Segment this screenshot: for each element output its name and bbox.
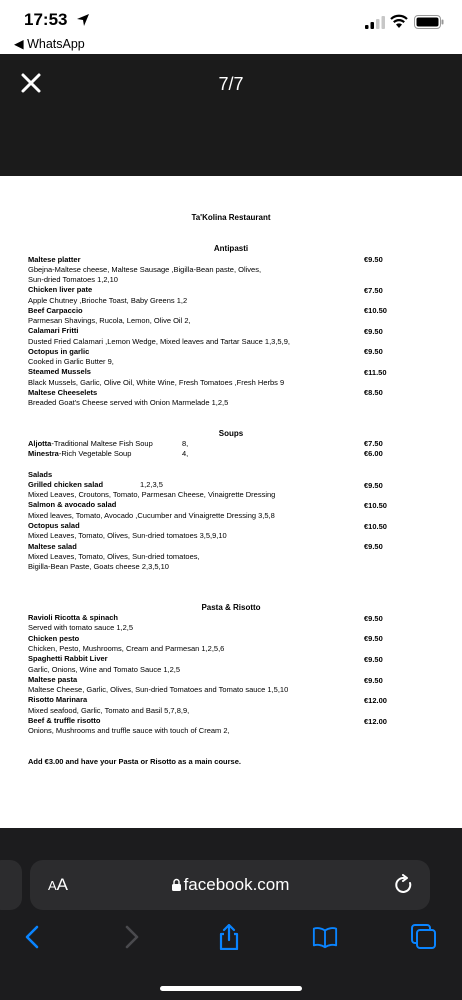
reload-icon[interactable] xyxy=(394,874,414,896)
menu-item xyxy=(28,439,153,448)
section-title-antipasti: Antipasti xyxy=(213,244,249,253)
menu-item-name: Beef & truffle risotto xyxy=(28,716,101,725)
menu-item-price: €9.50 xyxy=(364,481,383,490)
menu-item-desc: Cooked in Garlic Butter 9, xyxy=(28,357,114,366)
menu-item-allergens: 4, xyxy=(182,449,189,458)
menu-item-price: €9.50 xyxy=(364,327,383,336)
menu-item-desc: Gbejna-Maltese cheese, Maltese Sausage ,Bigilla-Bean paste, Olives, xyxy=(28,265,262,274)
menu-item-name: Salmon & avocado salad xyxy=(28,500,117,509)
menu-item-desc: Mixed Leaves, Tomato, Olives, Sun-dried tomatoes 3,5,9,10 xyxy=(28,531,227,540)
forward-chevron-icon[interactable] xyxy=(118,924,144,950)
menu-item-desc: -Traditional Maltese Fish Soup xyxy=(51,439,153,448)
image-viewer-header xyxy=(0,54,462,176)
browser-bottom-bar xyxy=(0,828,462,1000)
section-title-pasta: Pasta & Risotto xyxy=(201,603,261,612)
menu-item-desc: Chicken, Pesto, Mushrooms, Cream and Parmesan 1,2,5,6 xyxy=(28,644,225,653)
menu-item-allergens: 8, xyxy=(182,439,189,448)
status-bar xyxy=(0,0,462,54)
menu-item-name: Chicken liver pate xyxy=(28,285,93,294)
menu-item-desc: Parmesan Shavings, Rucola, Lemon, Olive Oil 2, xyxy=(28,316,191,325)
menu-item-desc: Black Mussels, Garlic, Olive Oil, White Wine, Fresh Tomatoes ,Fresh Herbs 9 xyxy=(28,378,285,387)
menu-item-price: €9.50 xyxy=(364,542,383,551)
url-display[interactable] xyxy=(30,875,430,895)
menu-item-price: €10.50 xyxy=(364,306,387,315)
menu-item-name: Maltese salad xyxy=(28,542,77,551)
menu-item-price: €9.50 xyxy=(364,255,383,264)
menu-item-name: Ravioli Ricotta & spinach xyxy=(28,613,119,622)
menu-item-name: Maltese Cheeselets xyxy=(28,388,98,397)
menu-item-desc: Mixed leaves, Tomato, Avocado ,Cucumber and Vinaigrette Dressing 3,5,8 xyxy=(28,511,275,520)
menu-image xyxy=(0,176,462,828)
menu-item-price: €7.50 xyxy=(364,286,383,295)
bookmarks-icon[interactable] xyxy=(312,924,338,950)
menu-item-desc: Mixed seafood, Garlic, Tomato and Basil 5,7,8,9, xyxy=(28,706,190,715)
menu-item-price: €10.50 xyxy=(364,522,387,531)
menu-item-desc: Bigilla-Bean Paste, Goats cheese 2,3,5,10 xyxy=(28,562,169,571)
menu-item-price: €12.00 xyxy=(364,717,387,726)
menu-item-desc: -Rich Vegetable Soup xyxy=(58,449,132,458)
menu-item-name: Octopus in garlic xyxy=(28,347,90,356)
back-chevron-icon[interactable] xyxy=(20,924,46,950)
menu-item-price: €6.00 xyxy=(364,449,383,458)
menu-item-price: €9.50 xyxy=(364,676,383,685)
menu-item-price: €12.00 xyxy=(364,696,387,705)
menu-item-price: €9.50 xyxy=(364,655,383,664)
url-text: facebook.com xyxy=(183,875,290,894)
menu-item-desc: Dusted Fried Calamari ,Lemon Wedge, Mixed leaves and Tartar Sauce 1,3,5,9, xyxy=(28,337,290,346)
location-arrow-icon xyxy=(76,13,90,27)
menu-item-desc: Maltese Cheese, Garlic, Olives, Sun-dried Tomatoes and Tomato sauce 1,5,10 xyxy=(28,685,289,694)
menu-item-name: Grilled chicken salad xyxy=(28,480,104,489)
menu-item-name: Calamari Fritti xyxy=(28,326,79,335)
back-to-whatsapp-link[interactable]: ◀ WhatsApp xyxy=(14,37,85,51)
menu-item xyxy=(28,449,131,458)
wifi-icon xyxy=(390,14,408,29)
menu-item-name: Risotto Marinara xyxy=(28,695,88,704)
menu-item-name: Steamed Mussels xyxy=(28,367,91,376)
aa-small-letter: A xyxy=(48,878,57,893)
aa-big-letter: A xyxy=(56,875,69,894)
menu-item-name: Octopus salad xyxy=(28,521,80,530)
menu-item-desc: Breaded Goat's Cheese served with Onion Marmelade 1,2,5 xyxy=(28,398,229,407)
restaurant-name: Ta'Kolina Restaurant xyxy=(191,213,271,222)
home-indicator xyxy=(160,986,302,991)
cellular-signal-icon xyxy=(365,16,385,29)
menu-item-price: €7.50 xyxy=(364,439,383,448)
menu-item-desc: Onions, Mushrooms and truffle sauce with touch of Cream 2, xyxy=(28,726,230,735)
menu-item-price: €9.50 xyxy=(364,634,383,643)
previous-tab-preview[interactable] xyxy=(0,860,22,910)
section-title-soups: Soups xyxy=(218,429,244,438)
menu-item-desc: Mixed Leaves, Tomato, Olives, Sun-dried tomatoes, xyxy=(28,552,200,561)
menu-item-name: Beef Carpaccio xyxy=(28,306,83,315)
menu-item-price: €9.50 xyxy=(364,614,383,623)
menu-item-allergens: 1,2,3,5 xyxy=(140,480,163,489)
tabs-icon[interactable] xyxy=(411,924,437,950)
menu-item-price: €10.50 xyxy=(364,501,387,510)
menu-item-price: €8.50 xyxy=(364,388,383,397)
menu-item-price: €9.50 xyxy=(364,347,383,356)
menu-item-desc: Served with tomato sauce 1,2,5 xyxy=(28,623,134,632)
lock-icon xyxy=(171,878,182,891)
image-counter: 7/7 xyxy=(218,74,244,94)
menu-item-name: Aljotta xyxy=(28,439,52,448)
status-time: 17:53 xyxy=(24,10,68,29)
address-bar[interactable] xyxy=(30,860,430,910)
menu-item-desc: Mixed Leaves, Croutons, Tomato, Parmesan Cheese, Vinaigrette Dressing xyxy=(28,490,276,499)
menu-item-desc: Garlic, Onions, Wine and Tomato Sauce 1,2,5 xyxy=(28,665,181,674)
menu-item-name: Chicken pesto xyxy=(28,634,80,643)
menu-item-desc: Sun-dried Tomatoes 1,2,10 xyxy=(28,275,118,284)
menu-footnote: Add €3.00 and have your Pasta or Risotto as a main course. xyxy=(28,757,241,766)
menu-item-name: Maltese pasta xyxy=(28,675,78,684)
menu-item-name: Maltese platter xyxy=(28,255,81,264)
section-title-salads: Salads xyxy=(28,470,53,479)
menu-item-desc: Apple Chutney ,Brioche Toast, Baby Greens 1,2 xyxy=(28,296,188,305)
menu-item-name: Spaghetti Rabbit Liver xyxy=(28,654,108,663)
battery-icon xyxy=(414,15,444,29)
menu-item-price: €11.50 xyxy=(364,368,387,377)
menu-item-name: Minestra xyxy=(28,449,59,458)
share-icon[interactable] xyxy=(216,924,242,950)
